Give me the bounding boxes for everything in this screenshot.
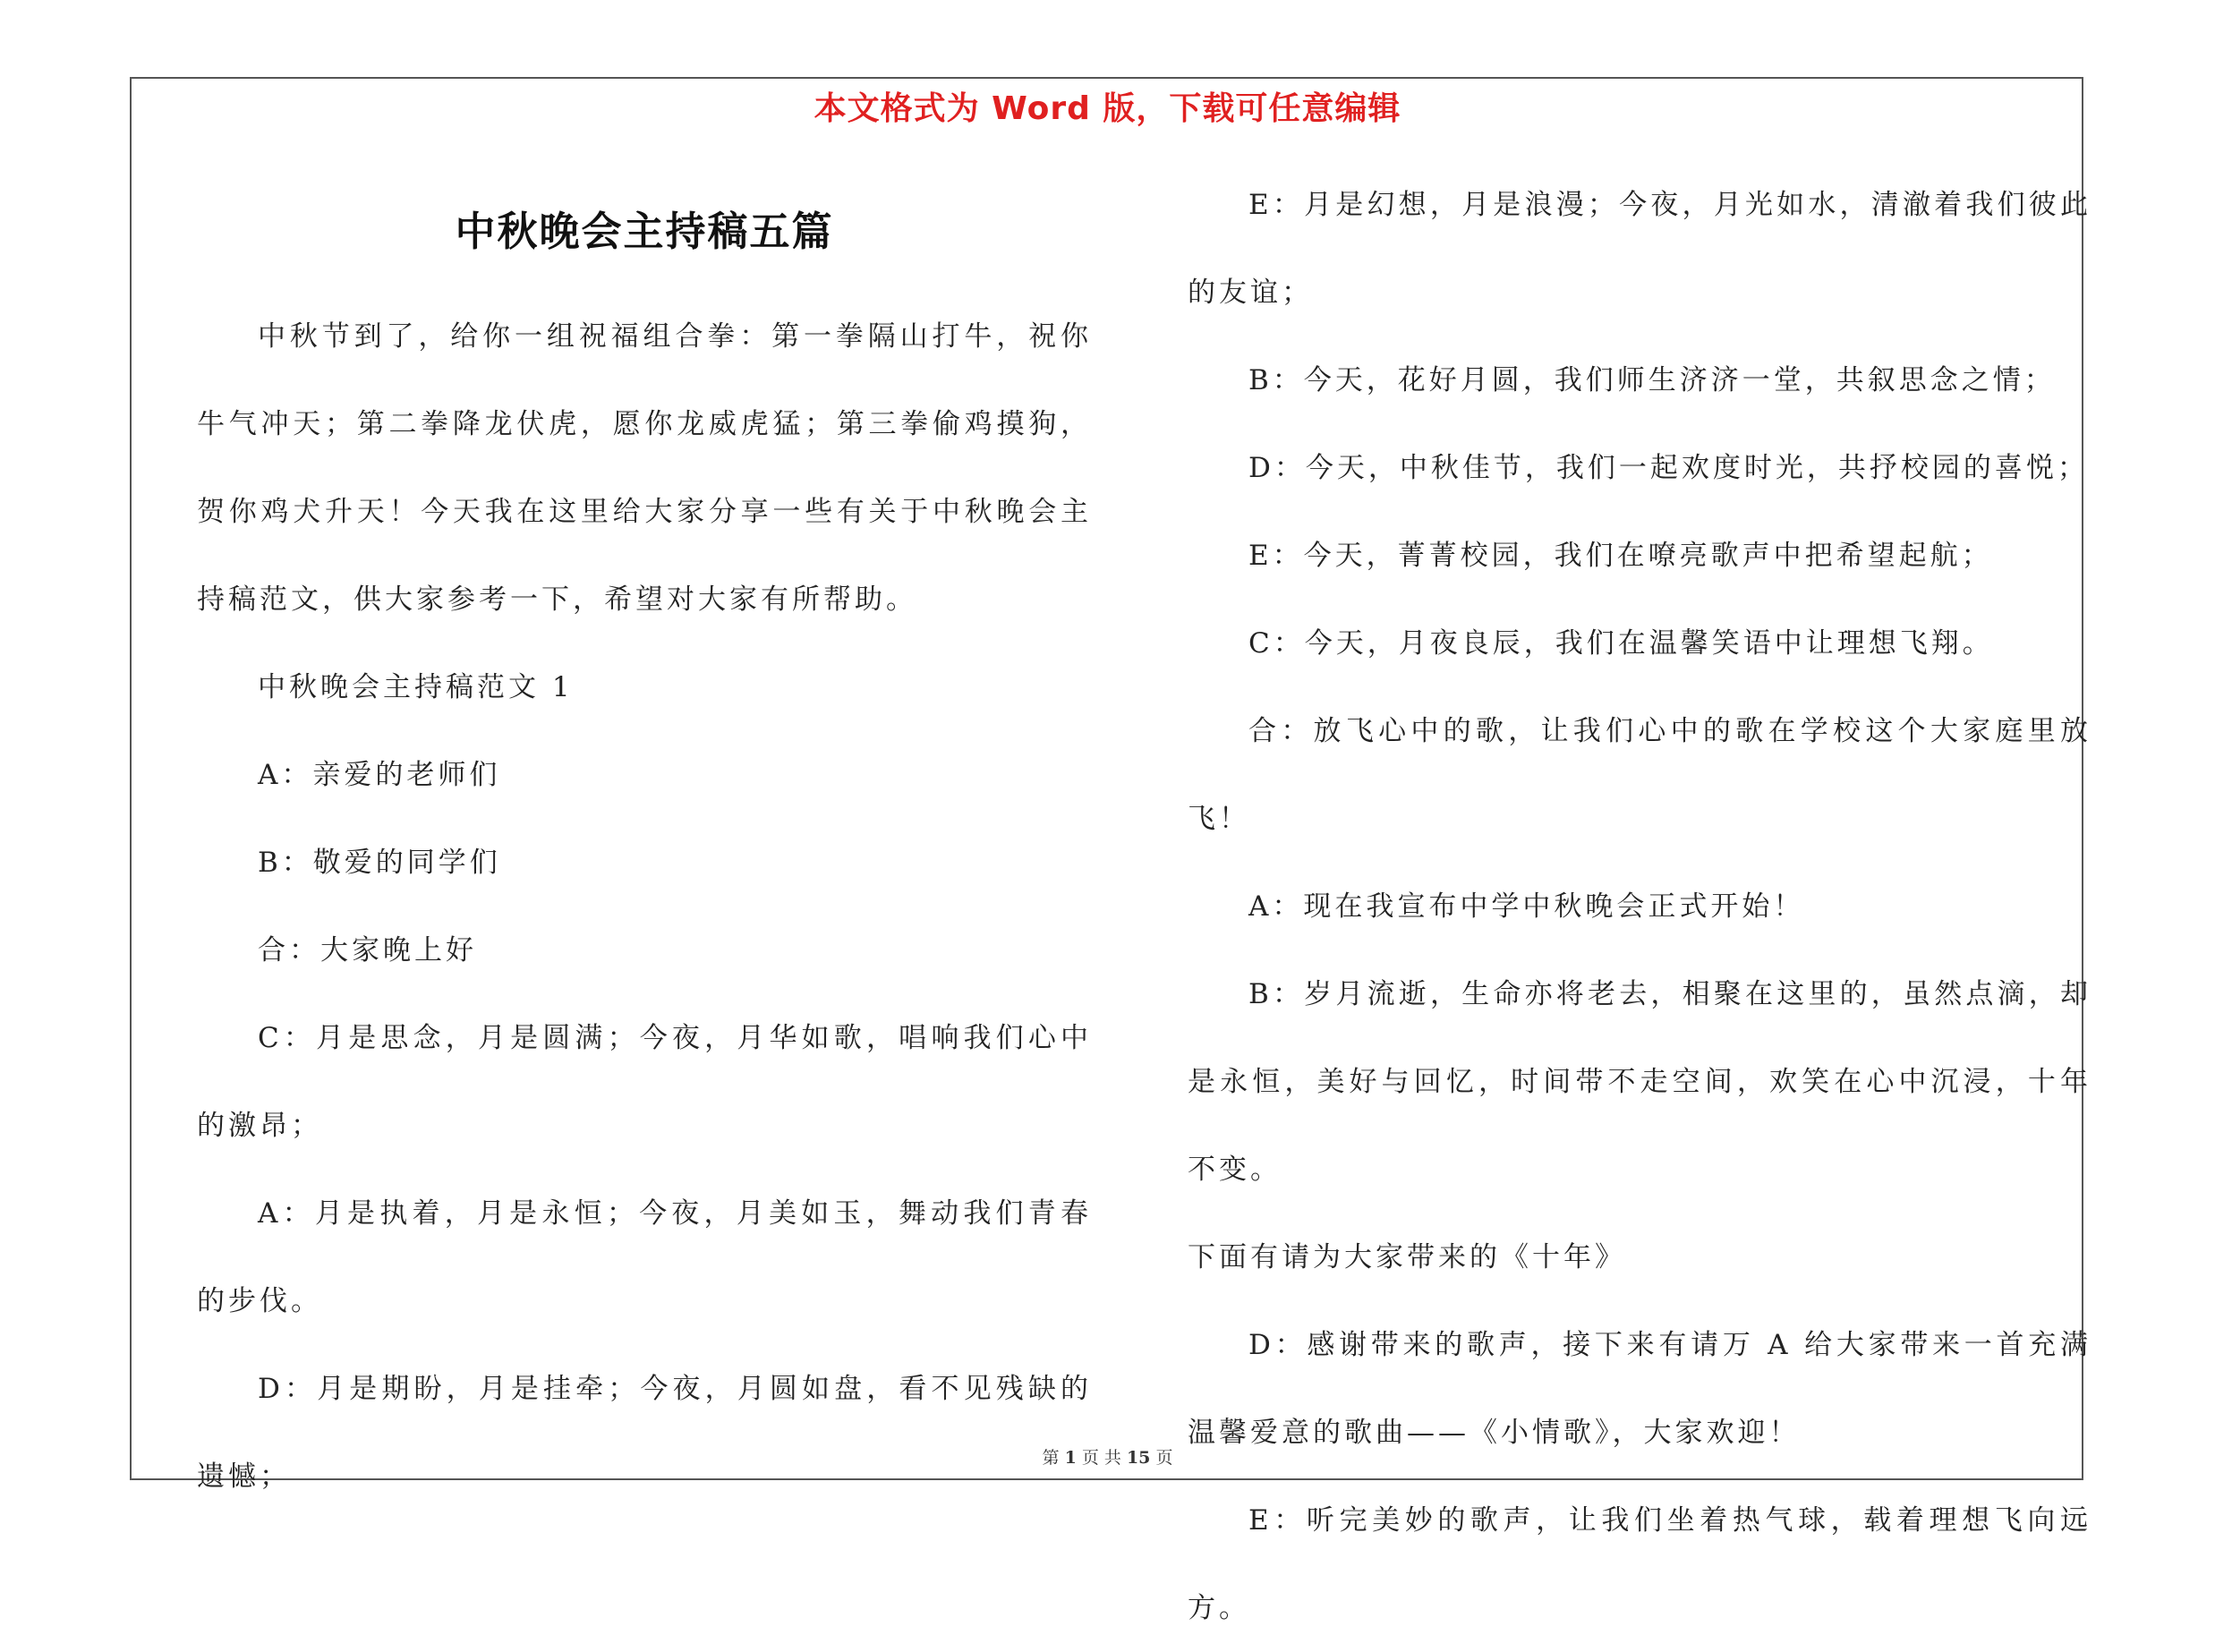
- script-line: B：今天，花好月圆，我们师生济济一堂，共叙思念之情；: [1248, 364, 2056, 396]
- script-line: E：今天，菁菁校园，我们在嘹亮歌声中把希望起航；: [1248, 540, 1993, 572]
- script-line: A：亲爱的老师们: [258, 759, 501, 791]
- script-line: C：今天，月夜良辰，我们在温馨笑语中让理想飞翔。: [1248, 627, 1994, 660]
- script-line: E：听完美妙的歌声，让我们坐着热气球，载着理想飞向远方。: [1188, 1504, 2091, 1624]
- script-line: D：感谢带来的歌声，接下来有请万 A 给大家带来一首充满温馨爱意的歌曲——《小情歌》，大家欢迎！: [1188, 1329, 2091, 1449]
- script-line: A：月是执着，月是永恒；今夜，月美如玉，舞动我们青春的步伐。: [197, 1197, 1092, 1317]
- right-column: [1188, 161, 2091, 1652]
- script-line: B：敬爱的同学们: [258, 847, 501, 879]
- footer-prefix: 第: [1042, 1448, 1060, 1468]
- page-footer: [0, 1444, 2215, 1469]
- script-line: E：月是幻想，月是浪漫；今夜，月光如水，清澈着我们彼此的友谊；: [1188, 189, 2091, 309]
- word-format-banner: 本文格式为 Word 版，下载可任意编辑: [814, 90, 1401, 127]
- script-line: B：岁月流逝，生命亦将老去，相聚在这里的，虽然点滴，却是永恒，美好与回忆，时间带不走空间，欢笑在心中沉浸，十年不变。: [1188, 978, 2091, 1186]
- script-line: C：月是思念，月是圆满；今夜，月华如歌，唱响我们心中的激昂；: [197, 1022, 1092, 1142]
- script-line: D：今天，中秋佳节，我们一起欢度时光，共抒校园的喜悦；: [1248, 452, 2089, 484]
- footer-suffix: 页: [1155, 1448, 1173, 1468]
- script-line: 合：放飞心中的歌，让我们心中的歌在学校这个大家庭里放飞！: [1188, 715, 2091, 835]
- footer-mid: 页 共: [1081, 1448, 1121, 1468]
- script-line: D：月是期盼，月是挂牵；今夜，月圆如盘，看不见残缺的遗憾；: [197, 1373, 1092, 1493]
- left-column: [197, 293, 1092, 1520]
- current-page-number: 1: [1064, 1448, 1077, 1468]
- total-page-count: 15: [1126, 1448, 1151, 1468]
- script-line: 合：大家晚上好: [258, 934, 477, 967]
- document-title: 中秋晚会主持稿五篇: [455, 208, 834, 255]
- script-line: 下面有请为大家带来的《十年》: [1188, 1241, 1626, 1273]
- intro-paragraph: 中秋节到了，给你一组祝福组合拳：第一拳隔山打牛，祝你牛气冲天；第二拳降龙伏虎，愿你龙威虎猛；第三拳偷鸡摸狗，贺你鸡犬升天！今天我在这里给大家分享一些有关于中秋晚会主持稿范文，供大家参考一下，希望对大家有所帮助。: [197, 320, 1092, 616]
- section-heading: 中秋晚会主持稿范文 1: [258, 671, 574, 703]
- script-line: A：现在我宣布中学中秋晚会正式开始！: [1248, 890, 1805, 923]
